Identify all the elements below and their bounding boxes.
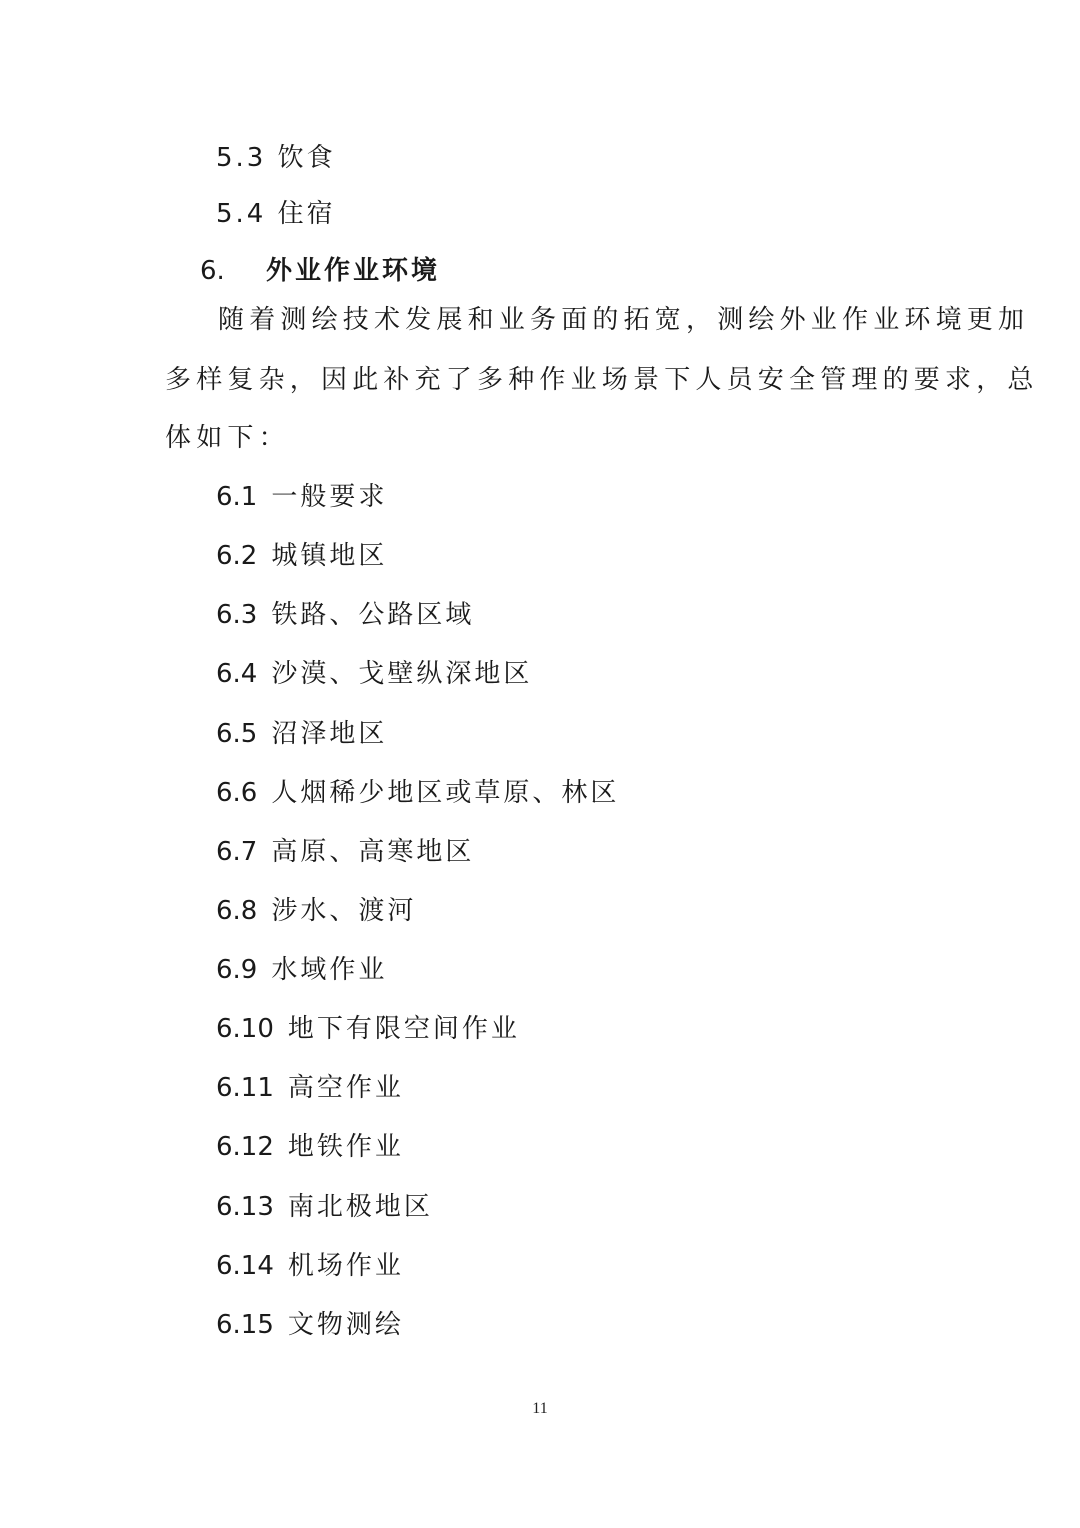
list-item bbox=[216, 1131, 404, 1163]
list-item bbox=[216, 777, 619, 809]
item-number: 6.4 bbox=[216, 659, 258, 689]
item-title: 文物测绘 bbox=[287, 1310, 404, 1340]
section-5-3 bbox=[216, 142, 336, 174]
item-number: 6.11 bbox=[216, 1073, 274, 1103]
item-number: 6.12 bbox=[216, 1132, 274, 1162]
section-number: 5.4 bbox=[216, 199, 267, 229]
item-number: 6.3 bbox=[216, 600, 258, 630]
item-title: 铁路、公路区域 bbox=[271, 600, 475, 630]
item-number: 6.2 bbox=[216, 541, 258, 571]
item-title: 涉水、渡河 bbox=[271, 896, 417, 926]
item-title: 地下有限空间作业 bbox=[287, 1014, 520, 1044]
intro-paragraph-line-3: 体如下： bbox=[165, 423, 290, 453]
item-title: 高原、高寒地区 bbox=[271, 837, 475, 867]
intro-paragraph-line-1: 随着测绘技术发展和业务面的拓宽，测绘外业作业环境更加 bbox=[218, 305, 1030, 335]
list-item bbox=[216, 1191, 433, 1223]
list-item bbox=[216, 481, 387, 513]
item-number: 6.1 bbox=[216, 482, 258, 512]
section-5-4 bbox=[216, 198, 336, 230]
list-item bbox=[216, 1309, 404, 1341]
item-title: 水域作业 bbox=[271, 955, 388, 985]
list-item bbox=[216, 658, 532, 690]
list-item bbox=[216, 954, 387, 986]
list-item bbox=[216, 836, 474, 868]
item-title: 沙漠、戈壁纵深地区 bbox=[271, 659, 533, 689]
item-number: 6.7 bbox=[216, 837, 258, 867]
list-item bbox=[216, 1072, 404, 1104]
item-number: 6.5 bbox=[216, 719, 258, 749]
section-title: 饮食 bbox=[277, 143, 336, 173]
item-number: 6.10 bbox=[216, 1014, 274, 1044]
item-number: 6.13 bbox=[216, 1192, 274, 1222]
item-title: 高空作业 bbox=[287, 1073, 404, 1103]
item-number: 6.14 bbox=[216, 1251, 274, 1281]
item-title: 人烟稀少地区或草原、林区 bbox=[271, 778, 620, 808]
intro-paragraph-line-2: 多样复杂，因此补充了多种作业场景下人员安全管理的要求，总 bbox=[165, 365, 1039, 395]
item-title: 沼泽地区 bbox=[271, 719, 388, 749]
list-item bbox=[216, 540, 387, 572]
item-number: 6.9 bbox=[216, 955, 258, 985]
item-title: 一般要求 bbox=[271, 482, 388, 512]
page-number: 11 bbox=[532, 1400, 548, 1417]
item-title: 机场作业 bbox=[287, 1251, 404, 1281]
item-number: 6.15 bbox=[216, 1310, 274, 1340]
section-title: 住宿 bbox=[277, 199, 336, 229]
list-item bbox=[216, 599, 474, 631]
section-title: 外业作业环境 bbox=[266, 256, 441, 286]
item-title: 地铁作业 bbox=[287, 1132, 404, 1162]
item-number: 6.8 bbox=[216, 896, 258, 926]
list-item bbox=[216, 1250, 404, 1282]
section-number: 6. bbox=[200, 256, 225, 286]
item-title: 城镇地区 bbox=[271, 541, 388, 571]
section-number: 5.3 bbox=[216, 143, 267, 173]
item-title: 南北极地区 bbox=[287, 1192, 433, 1222]
section-6-heading bbox=[200, 255, 440, 287]
list-item bbox=[216, 718, 387, 750]
list-item bbox=[216, 1013, 520, 1045]
list-item bbox=[216, 895, 416, 927]
item-number: 6.6 bbox=[216, 778, 258, 808]
